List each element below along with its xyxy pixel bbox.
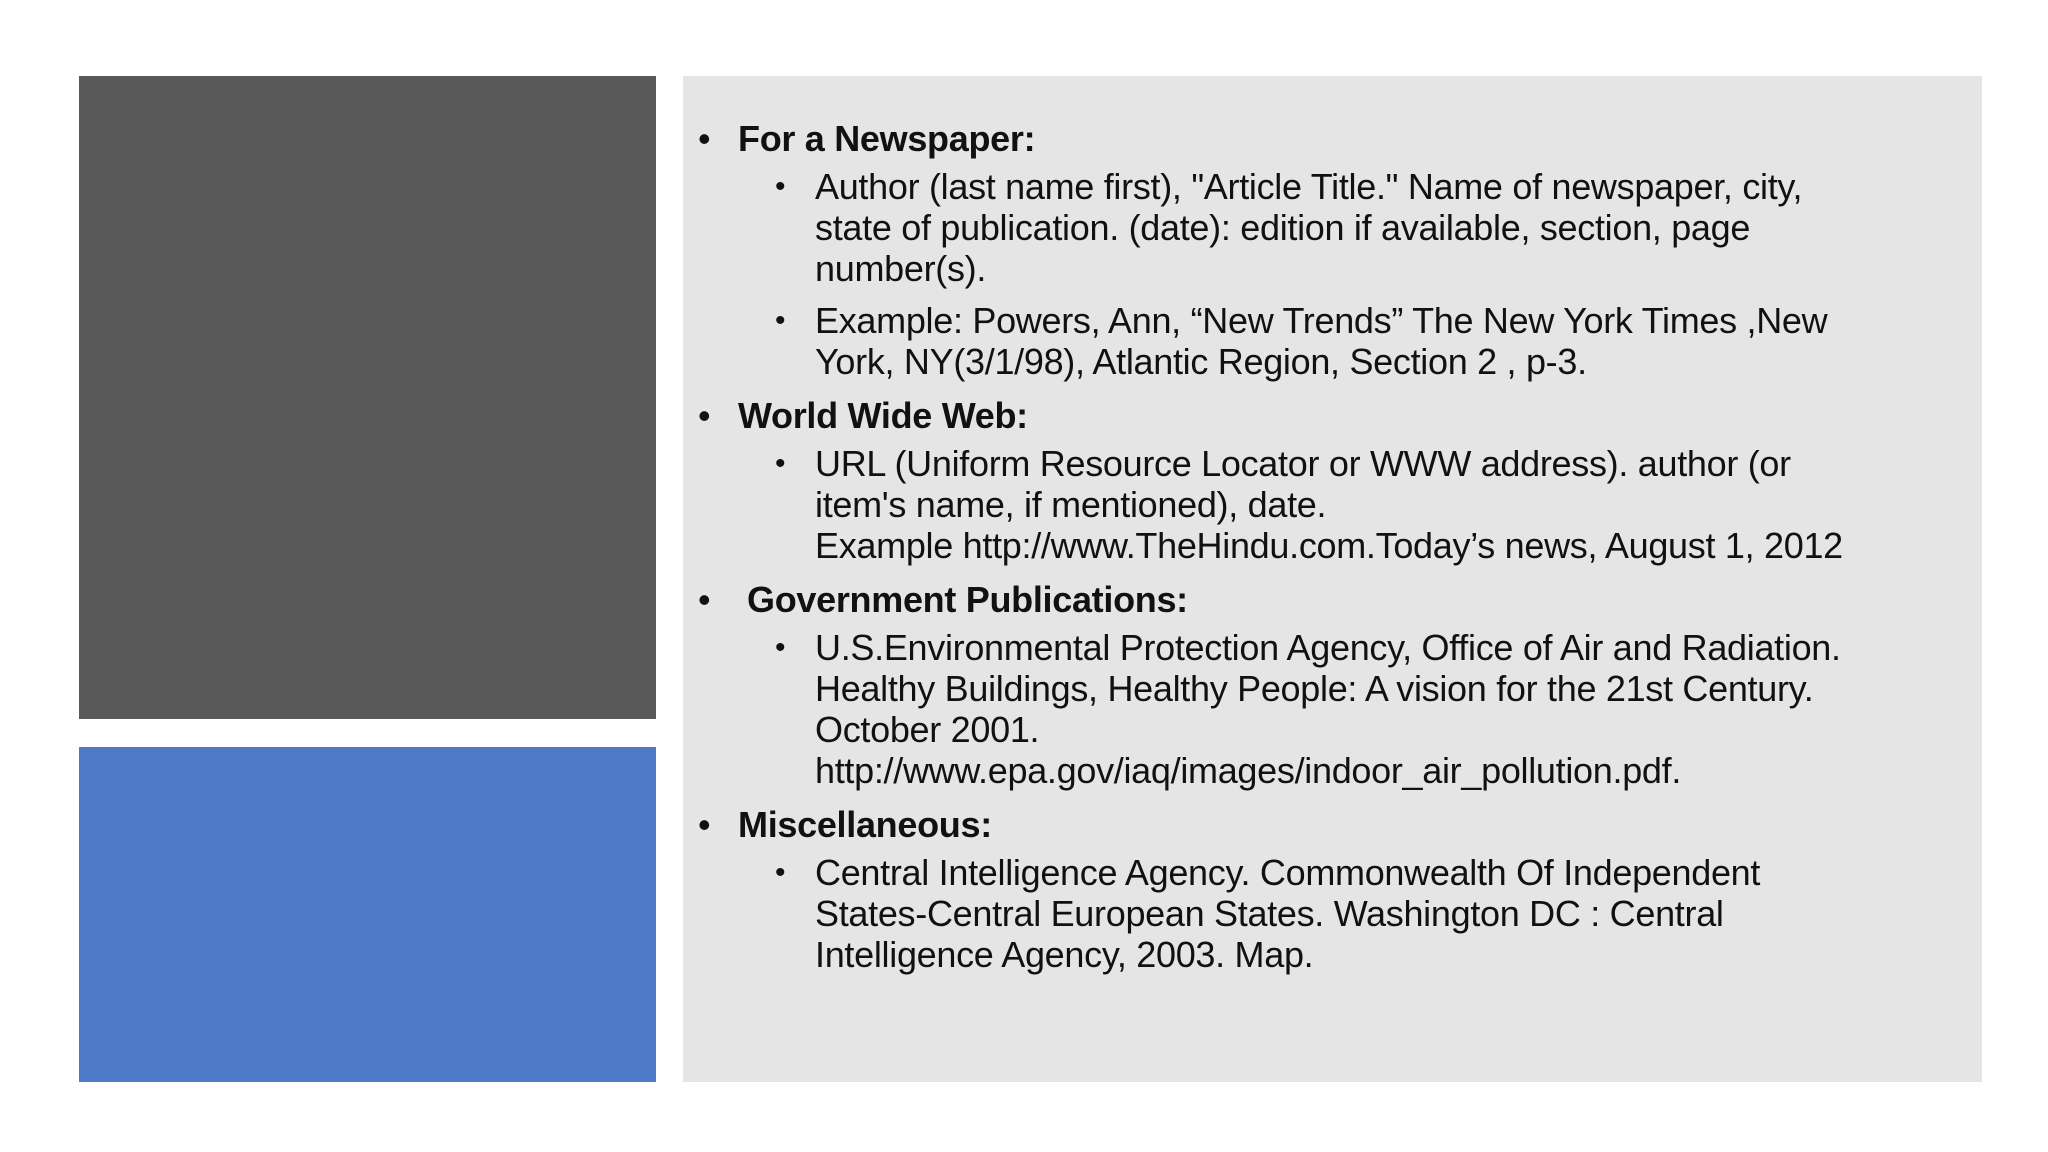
item-line: York, NY(3/1/98), Atlantic Region, Section 2 , p-3. [815, 341, 1587, 382]
section-heading: World Wide Web: [738, 395, 1028, 436]
sub-list [738, 166, 1982, 382]
list-item [738, 443, 1982, 566]
section-newspaper [683, 116, 1982, 382]
item-line: October 2001. [815, 709, 1040, 750]
item-line: Central Intelligence Agency. Commonwealth Of Independent [815, 852, 1761, 893]
list-item [738, 627, 1982, 791]
bullet-icon: • [775, 447, 786, 480]
sub-list [738, 627, 1982, 791]
item-line: item's name, if mentioned), date. [815, 484, 1327, 525]
bullet-icon: • [698, 579, 711, 620]
item-line: States-Central European States. Washington DC : Central [815, 893, 1724, 934]
item-line: URL (Uniform Resource Locator or WWW address). author (or [815, 443, 1791, 484]
item-line: http://www.epa.gov/iaq/images/indoor_air_pollution.pdf. [815, 750, 1682, 791]
content-panel [683, 76, 1982, 1082]
item-line: Example: Powers, Ann, “New Trends” The New York Times ,New [815, 300, 1828, 341]
bullet-icon: • [698, 118, 711, 159]
item-line: Healthy Buildings, Healthy People: A vision for the 21st Century. [815, 668, 1814, 709]
section-heading: Government Publications: [747, 579, 1188, 620]
bullet-icon: • [698, 804, 711, 845]
section-heading: Miscellaneous: [738, 804, 992, 845]
sub-list [738, 443, 1982, 566]
section-government-publications [683, 577, 1982, 791]
item-line: U.S.Environmental Protection Agency, Office of Air and Radiation. [815, 627, 1841, 668]
list-item [738, 300, 1982, 382]
bullet-icon: • [775, 170, 786, 203]
section-world-wide-web [683, 393, 1982, 566]
bullet-icon: • [775, 304, 786, 337]
section-miscellaneous [683, 802, 1982, 975]
section-heading: For a Newspaper: [738, 118, 1036, 159]
item-line: Author (last name first), "Article Title." Name of newspaper, city, [815, 166, 1803, 207]
bullet-icon: • [775, 631, 786, 664]
item-line: number(s). [815, 248, 987, 289]
bullet-icon: • [698, 395, 711, 436]
item-line: Intelligence Agency, 2003. Map. [815, 934, 1314, 975]
bullet-icon: • [775, 856, 786, 889]
dark-decorative-panel [79, 76, 656, 719]
item-line: state of publication. (date): edition if available, section, page [815, 207, 1751, 248]
sub-list [738, 852, 1982, 975]
list-item [738, 166, 1982, 289]
citation-list [683, 116, 1982, 986]
blue-decorative-panel [79, 747, 656, 1082]
list-item [738, 852, 1982, 975]
item-line: Example http://www.TheHindu.com.Today’s news, August 1, 2012 [815, 525, 1843, 566]
